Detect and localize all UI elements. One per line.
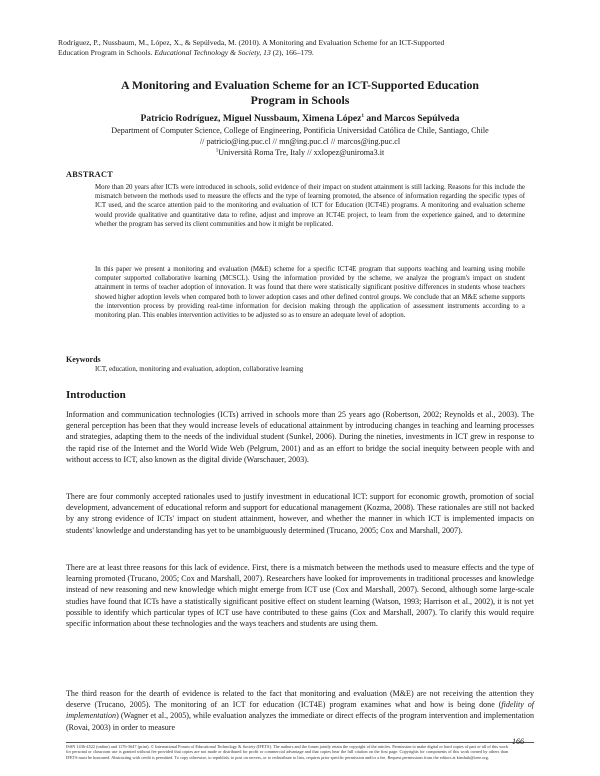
- title-line-2: Program in Schools: [250, 93, 350, 107]
- keywords-text: ICT, education, monitoring and evaluation, adoption, collaborative learning: [95, 366, 304, 373]
- authors-part-a: Patricio Rodríguez, Miguel Nussbaum, Ximena López: [140, 113, 362, 124]
- page-number: 166: [512, 737, 524, 746]
- citation-part-c: (2), 166–179.: [270, 48, 314, 57]
- author-list: [50, 113, 550, 125]
- citation-journal: Educational Technology & Society, 13: [154, 48, 271, 57]
- author-affil-marker: 1: [361, 113, 364, 119]
- abstract-paragraph-1: More than 20 years after ICTs were introduced in schools, solid evidence of their impact on student attainment is still lacking. Reasons for this include the mismatch between the methods used to measure the effects and the type of learning promoted, the absence of information regarding the specific types of ICT used, and the scarce attention paid to the monitoring and evaluation of ICT for Education (ICT4E) programs. A monitoring and evaluation scheme would provide qualitative and quantitative data to refine, adjust and improve an ICT4E project, to learn from the experience gained, and to determine whether the program has served its client communities and how it might be replicated.: [95, 184, 525, 228]
- citation-line-2: [58, 48, 548, 58]
- affiliation-line-1: Department of Computer Science, College of Engineering, Pontificia Universidad Católica de Chile, Santiago, Chile: [111, 126, 489, 135]
- title-line-1: A Monitoring and Evaluation Scheme for an ICT-Supported Education: [121, 78, 479, 92]
- intro-paragraph-4: [66, 688, 534, 733]
- intro-paragraph-2: There are four commonly accepted rationales used to justify investment in educational ICT: support for economic growth, promotion of social development, advancement of educational reform and support for educational management (Kozma, 2008). These rationales are still not backed by any strong evidence of ICTs' impact on student attainment, however, and whether the manner in which ICT is implemented impacts on students' knowledge and understanding has yet to be unambiguously determined (Trucano, 2005; Cox and Marshall, 2007).: [66, 492, 534, 535]
- copyright-footer: ISSN 1436-4522 (online) and 1176-3647 (print). © International Forum of Educational Technology & Society (IFETS). The authors and the forum jointly retain the copyright of the articles. Permission to make digital or hard copies of part or all of this work for personal or classroom use is granted without fee provided that copies are not made or distributed for profit or commercial advantage and that copies bear the full citation on the first page. Copyrights for components of this work owned by others than IFETS must be honoured. Abstracting with credit is permitted. To copy otherwise, to republish, to post on servers, or to redistribute to lists, requires prior specific permission and/or a fee. Request permissions from the editors at kinshuk@ieee.org.: [66, 744, 508, 760]
- citation-part-a: Education Program in Schools.: [58, 48, 155, 57]
- affiliation-marker: 1: [215, 148, 219, 154]
- footer-divider: [66, 742, 534, 743]
- intro-paragraph-3: There are at least three reasons for this lack of evidence. First, there is a mismatch between the methods used to measure effects and the type of learning promoted (Trucano, 2005; Cox and Marshall, 2007). Researchers have looked for improvements in traditional processes and knowledge instead of new reasoning and new knowledge which might emerge from ICT use (Cox and Marshall, 2007). Second, although some large-scale studies have found that ICTs have a statistically significant positive effect on student learning (Watson, 1993; Harrison et al., 2002), it is not yet possible to identify which particular types of ICT use have contributed to these gains (Cox and Marshall, 2007). To clarify this would require specific information about these technologies and the ways teachers and students are using them.: [66, 563, 534, 629]
- authors-part-b: and Marcos Sepúlveda: [363, 113, 460, 124]
- citation-line-1: Rodríguez, P., Nussbaum, M., López, X., & Sepúlveda, M. (2010). A Monitoring and Evaluation Scheme for an ICT-Supported: [58, 38, 445, 47]
- keywords-heading: Keywords: [66, 355, 101, 364]
- abstract-paragraph-2: In this paper we present a monitoring and evaluation (M&E) scheme for a specific ICT4E program that supports teaching and learning using mobile computer supported collaborative learning (MCSCL). Using the information provided by the scheme, we analyze the program's impact on student attainment in terms of teacher adoption of innovation. It was found that there were statistically significant positive differences in students whose teachers showed higher adoption levels when compared both to lower adoption cases and other defined control groups. We conclude that an M&E scheme supports the intervention process by providing real-time information for decision making through the application of assessment instruments according to a monitoring plan. This enables intervention activities to be adjusted so as to ensure an adequate level of adoption.: [95, 266, 525, 320]
- intro-p4-italic: fidelity of implementation: [66, 700, 534, 721]
- citation-header: [58, 38, 548, 58]
- intro-paragraph-1: Information and communication technologies (ICTs) arrived in schools more than 25 years ago (Robertson, 2002; Reynolds et al., 2003). The general perception has been that they would increase levels of educational attainment by introducing changes in teaching and learning processes and strategies, adapting them to the needs of the individual student (Sunkel, 2006). During the nineties, investments in ICT grew in response to the rapid rise of the Internet and the World Wide Web (Pelgrum, 2001) and as an effort to bridge the social inequity between people with and without access to ICT, also known as the digital divide (Warschauer, 2003).: [66, 410, 534, 464]
- intro-p4-part-a: The third reason for the dearth of evidence is related to the fact that monitoring and evaluation (M&E) are not receiving the attention they deserve (Trucano, 2005). The monitoring of an ICT for education (ICT4E) program examines what and how is being done (: [66, 689, 534, 710]
- affiliation-emails: // patricio@ing.puc.cl // mn@ing.puc.cl // marcos@ing.puc.cl: [199, 137, 401, 146]
- introduction-heading: Introduction: [66, 389, 126, 401]
- affiliation-line-3: [50, 148, 550, 158]
- abstract-heading: ABSTRACT: [66, 170, 113, 179]
- paper-title: [60, 78, 540, 108]
- intro-p4-part-b: ) (Wagner et al., 2005), while evaluation analyzes the immediate or direct effects of the program intervention and implementation (Rovai, 2003) in order to measure: [66, 711, 534, 732]
- affiliation-line-3-text: Università Roma Tre, Italy // xxlopez@uniroma3.it: [218, 148, 385, 157]
